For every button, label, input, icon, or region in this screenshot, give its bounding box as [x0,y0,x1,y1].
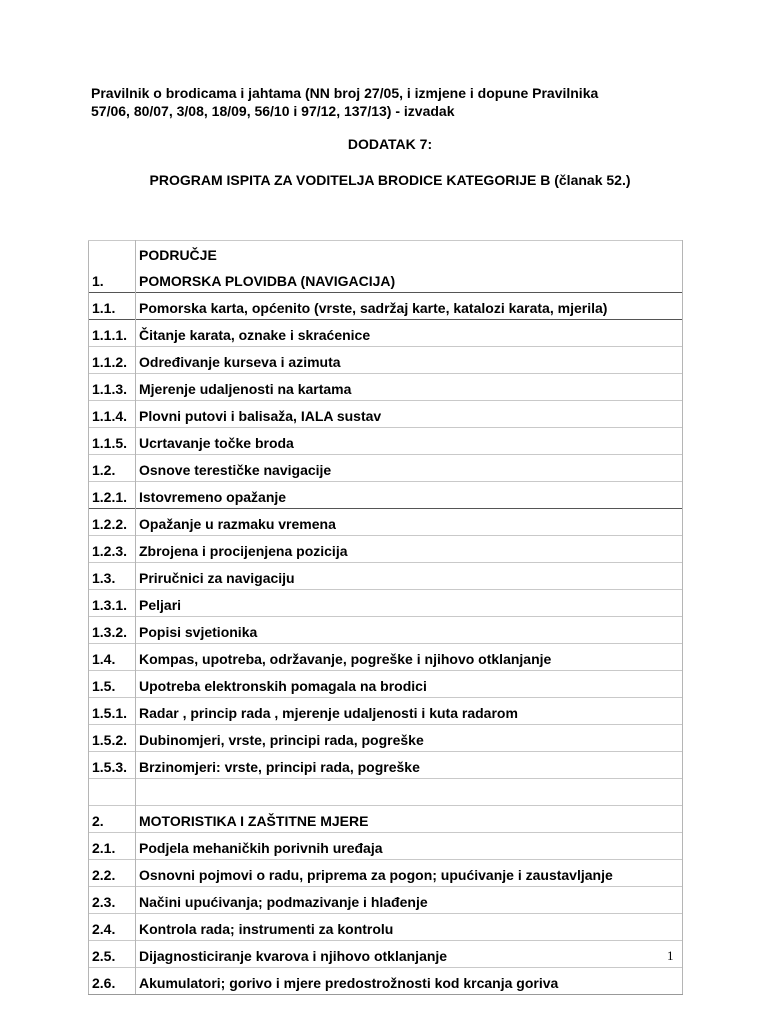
row-topic: Plovni putovi i balisaža, IALA sustav [136,401,683,428]
row-number: 1.5.3. [89,752,136,779]
table-row [89,536,683,563]
row-number: 2.3. [89,887,136,914]
table-row [89,347,683,374]
table-row [89,725,683,752]
table-row [89,617,683,644]
appendix-title: DODATAK 7: [347,136,433,152]
row-number: 1. [89,266,136,293]
row-number: 1.2. [89,455,136,482]
row-number: 2.6. [89,968,136,995]
table-row [89,671,683,698]
row-number: 1.2.2. [89,509,136,536]
row-topic: Brzinomjeri: vrste, principi rada, pogreške [136,752,683,779]
table-header-row [89,241,683,267]
row-topic: Opažanje u razmaku vremena [136,509,683,536]
table-row [89,482,683,509]
row-topic: Ucrtavanje točke broda [136,428,683,455]
table-row [89,293,683,320]
table-row [89,374,683,401]
table-row [89,428,683,455]
page-number: 1 [667,948,674,963]
row-number: 1.1.2. [89,347,136,374]
table-row [89,644,683,671]
table-row [89,455,683,482]
row-topic: Podjela mehaničkih porivnih uređaja [136,833,683,860]
row-number: 1.5.1. [89,698,136,725]
row-number: 1.1.5. [89,428,136,455]
row-number: 1.1.3. [89,374,136,401]
table-row [89,698,683,725]
table-row [89,914,683,941]
row-topic: Radar , princip rada , mjerenje udaljenosti i kuta radarom [136,698,683,725]
row-topic: Istovremeno opažanje [136,482,683,509]
row-number [89,779,136,806]
table-row [89,806,683,833]
row-topic: Osnovni pojmovi o radu, priprema za pogon; upućivanje i zaustavljanje [136,860,683,887]
program-title: PROGRAM ISPITA ZA VODITELJA BRODICE KATEGORIJE B (članak 52.) [149,172,631,188]
table-row [89,266,683,293]
row-number: 1.2.1. [89,482,136,509]
row-topic: Peljari [136,590,683,617]
exam-program-table [88,240,683,995]
table-row [89,779,683,806]
row-topic: Dijagnosticiranje kvarova i njihovo otklanjanje [136,941,683,968]
table-row [89,860,683,887]
table-row [89,509,683,536]
row-topic: Akumulatori; gorivo i mjere predostrožnosti kod krcanja goriva [136,968,683,995]
row-number: 2.2. [89,860,136,887]
row-topic: Osnove terestičke navigacije [136,455,683,482]
table-row [89,401,683,428]
row-topic: Čitanje karata, oznake i skraćenice [136,320,683,347]
table-row [89,968,683,995]
row-topic: Načini upućivanja; podmazivanje i hlađenje [136,887,683,914]
row-number: 1.3. [89,563,136,590]
row-number: 2.1. [89,833,136,860]
row-number: 1.4. [89,644,136,671]
table-row [89,941,683,968]
table-row [89,752,683,779]
row-topic: POMORSKA PLOVIDBA (NAVIGACIJA) [136,266,683,293]
row-number: 1.3.1. [89,590,136,617]
intro-line-2: 57/06, 80/07, 3/08, 18/09, 56/10 i 97/12, 137/13) - izvadak [91,103,455,119]
table-row [89,887,683,914]
header-num-cell [89,241,136,267]
row-number: 2. [89,806,136,833]
area-header: PODRUČJE [136,241,683,267]
row-topic [136,779,683,806]
intro-line-1: Pravilnik o brodicama i jahtama (NN broj 27/05, i izmjene i dopune Pravilnika [91,85,599,101]
regulation-intro [91,84,691,120]
table-row [89,320,683,347]
row-topic: Upotreba elektronskih pomagala na brodici [136,671,683,698]
table-row [89,590,683,617]
row-topic: Mjerenje udaljenosti na kartama [136,374,683,401]
row-number: 1.5.2. [89,725,136,752]
row-number: 1.2.3. [89,536,136,563]
table-row [89,833,683,860]
row-number: 1.5. [89,671,136,698]
row-topic: Zbrojena i procijenjena pozicija [136,536,683,563]
row-number: 1.1.4. [89,401,136,428]
row-topic: Dubinomjeri, vrste, principi rada, pogreške [136,725,683,752]
row-topic: Pomorska karta, općenito (vrste, sadržaj karte, katalozi karata, mjerila) [136,293,683,320]
row-number: 2.4. [89,914,136,941]
row-topic: Popisi svjetionika [136,617,683,644]
row-topic: Određivanje kurseva i azimuta [136,347,683,374]
row-topic: MOTORISTIKA I ZAŠTITNE MJERE [136,806,683,833]
row-topic: Kontrola rada; instrumenti za kontrolu [136,914,683,941]
row-topic: Kompas, upotreba, održavanje, pogreške i njihovo otklanjanje [136,644,683,671]
row-number: 1.1.1. [89,320,136,347]
table-row [89,563,683,590]
row-topic: Priručnici za navigaciju [136,563,683,590]
row-number: 1.1. [89,293,136,320]
row-number: 1.3.2. [89,617,136,644]
row-number: 2.5. [89,941,136,968]
